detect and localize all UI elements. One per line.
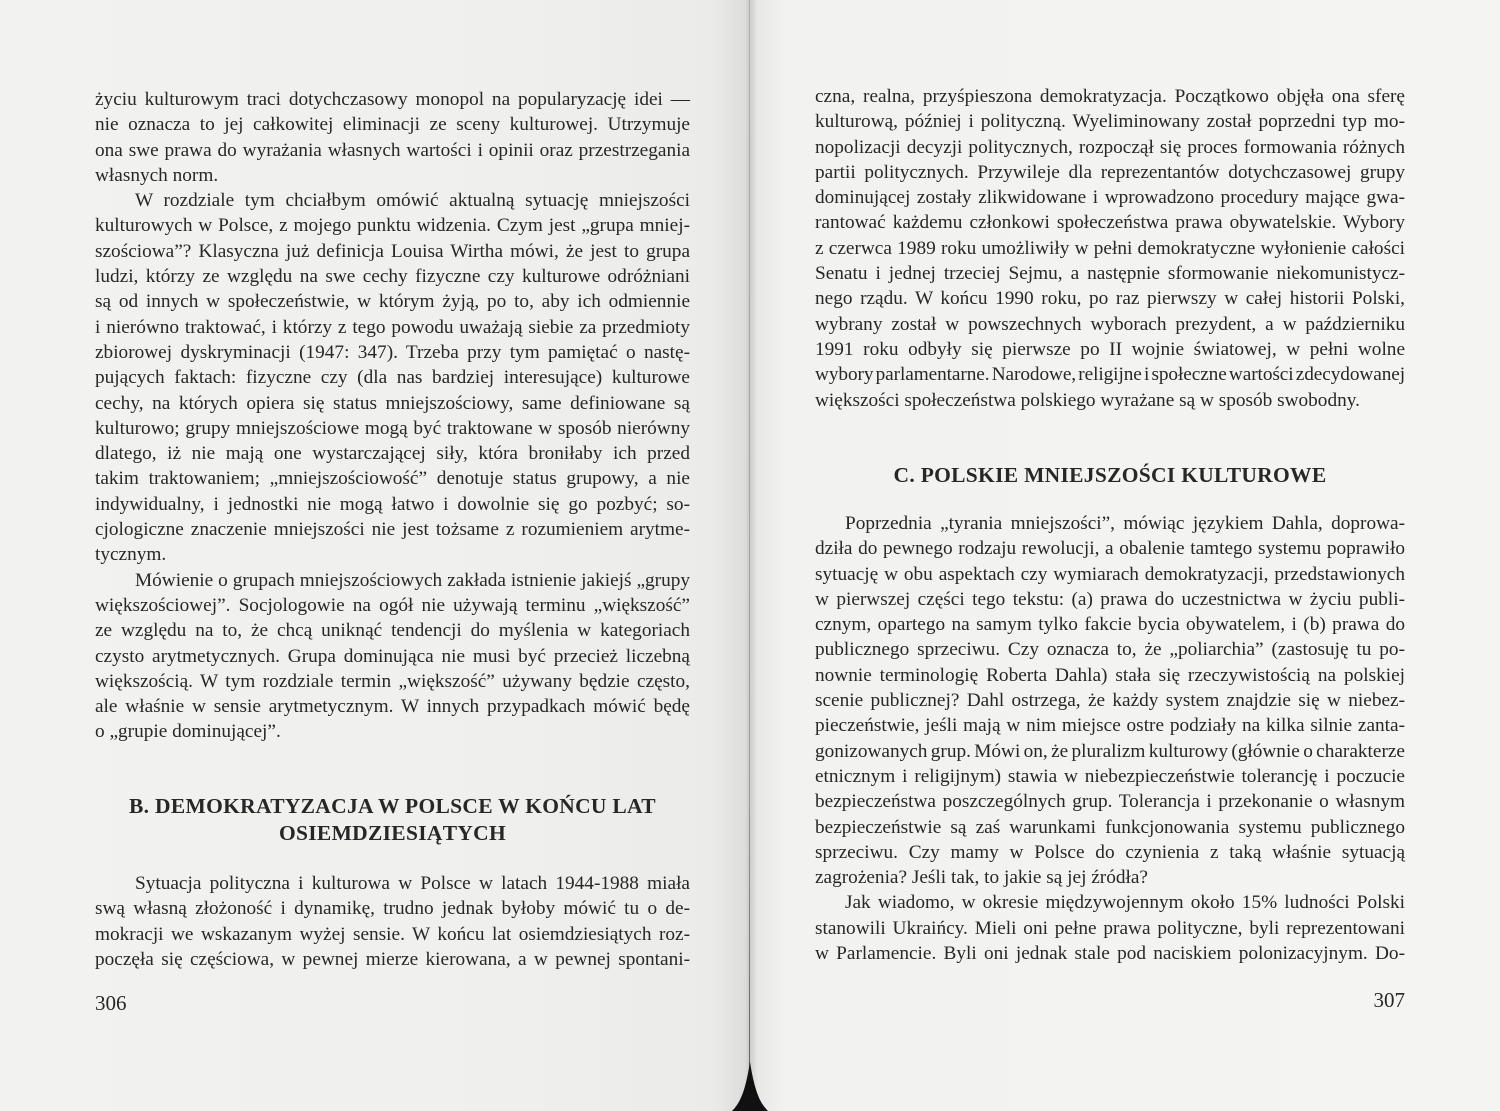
spine-shadow — [728, 1056, 772, 1111]
text-line — [815, 637, 1405, 662]
text-line-content: większością. W tym rozdziale termin „większość” używany będzie często, — [95, 670, 690, 692]
text-line — [135, 568, 690, 593]
text-line — [815, 109, 1405, 134]
text-line-content: są od innych w społeczeństwie, w którym żyją, po to, aby ich odmiennie — [95, 291, 690, 313]
text-line-content: scenie publicznej? Dahl ostrzega, że każdy system znajdzie się w niebez- — [815, 690, 1405, 712]
section-c-heading: C. POLSKIE MNIEJSZOŚCI KULTUROWE — [893, 463, 1327, 487]
text-line — [95, 239, 690, 264]
text-line — [95, 542, 690, 567]
text-line — [95, 922, 690, 947]
text-line — [135, 188, 690, 213]
text-line-content: dziła do pewnego rodzaju rewolucji, a obalenie tamtego systemu poprawiło — [815, 538, 1405, 560]
page-number: 307 — [1373, 988, 1405, 1012]
text-line — [815, 587, 1405, 612]
paragraph — [815, 84, 1405, 413]
text-line — [95, 289, 690, 314]
paragraph — [95, 188, 690, 567]
text-line — [95, 719, 690, 744]
text-line-content: czna, realna, przyśpieszona demokratyzacja. Początkowo objęła ona sferę — [815, 86, 1405, 107]
paragraph — [815, 890, 1405, 966]
text-line-content: bezpieczeństwa poszczególnych grup. Tolerancja i przekonanie o własnym — [815, 791, 1405, 813]
right-page-text-top — [815, 84, 1405, 413]
text-line — [95, 163, 690, 188]
text-line-content: ona swe prawa do wyrażania własnych wartości i opinii oraz przestrzegania — [95, 139, 690, 161]
text-line-content: wybory parlamentarne. Narodowe, religijne i społeczne wartości zdecydowanej — [815, 364, 1405, 386]
paragraph — [815, 511, 1405, 890]
text-line-content: czysto arytmetycznych. Grupa dominująca nie musi być przecież liczebną — [95, 645, 690, 667]
text-line — [815, 135, 1405, 160]
text-line-content: Mówienie o grupach mniejszościowych zakłada istnienie jakiejś „grupy — [135, 569, 690, 591]
text-line-content: pujących faktach: fizyczne czy (dla nas bardziej interesujące) kulturowe — [95, 367, 690, 389]
text-line-content: zbiorowej dyskryminacji (1947: 347). Trzeba przy tym pamiętać o nastę- — [95, 341, 690, 363]
text-line — [95, 340, 690, 365]
text-line — [815, 337, 1405, 362]
section-b-heading-line: B. DEMOKRATYZACJA W POLSCE W KOŃCU LAT — [129, 794, 656, 818]
text-line — [815, 562, 1405, 587]
text-line-content: gonizowanych grup. Mówi on, że pluralizm kulturowy (głównie o charakterze — [815, 740, 1405, 762]
text-line-content: kulturowo; grupy mniejszościowe mogą być traktowane w sposób nierówny — [95, 417, 690, 439]
text-line — [815, 612, 1405, 637]
left-page-text-top — [95, 87, 690, 745]
text-line-content: mokracji we wskazanym wyżej sensie. W końcu lat osiemdziesiątych roz- — [95, 923, 690, 945]
text-line — [815, 236, 1405, 261]
text-line — [815, 815, 1405, 840]
text-line — [815, 688, 1405, 713]
text-line — [95, 138, 690, 163]
text-line-content: ze względu na to, że chcą uniknąć tendencji do myślenia w kategoriach — [95, 620, 690, 642]
page-number: 306 — [95, 991, 127, 1015]
section-b-heading — [95, 793, 690, 847]
text-line — [95, 669, 690, 694]
paragraph — [95, 871, 690, 972]
text-line — [815, 388, 1405, 413]
spine-shadow-shape — [732, 1062, 768, 1111]
text-line-content: większości społeczeństwa polskiego wyrażane są w sposób swobodny. — [815, 389, 1360, 411]
text-line-content: W rozdziale tym chciałbym omówić aktualną sytuację mniejszości — [135, 190, 690, 212]
text-line — [815, 663, 1405, 688]
right-page-text-bottom — [815, 511, 1405, 966]
text-line-content: kulturową, później i polityczną. Wyeliminowany został poprzedni typ mo- — [815, 111, 1405, 133]
text-line — [135, 871, 690, 896]
text-line-content: ludzi, którzy ze względu na swe cechy fizyczne czy kulturowe odróżniani — [95, 266, 690, 288]
text-line-content: w pierwszej części tego tekstu: (a) prawa do uczestnictwa w życiu publi- — [815, 588, 1405, 610]
text-line-content: i nierówno traktować, i którzy z tego powodu uważają siebie za przedmioty — [95, 316, 690, 338]
text-line-content: wybrany został w powszechnych wyborach prezydent, a w październiku — [815, 313, 1405, 335]
text-line — [95, 694, 690, 719]
text-line — [815, 865, 1405, 890]
text-line — [95, 315, 690, 340]
text-line-content: nego rządu. W końcu 1990 roku, po raz pierwszy w całej historii Polski, — [815, 288, 1405, 310]
text-line — [95, 517, 690, 542]
text-line — [845, 511, 1405, 536]
text-line — [95, 87, 690, 112]
text-line — [815, 941, 1405, 966]
paragraph — [95, 87, 690, 188]
text-line-content: swą własną złożoność i dynamikę, trudno jednak byłoby mówić tu o de- — [95, 898, 690, 920]
text-line-content: kulturowych w Polsce, z mojego punktu widzenia. Czym jest „grupa mniej- — [95, 215, 690, 237]
text-line-content: pieczeństwie, jeśli mają w nim miejsce ostre podziały na kilka silnie zanta- — [815, 715, 1405, 737]
text-line-content: 1991 roku odbyły się pierwsze po II wojnie światowej, w pełni wolne — [815, 338, 1405, 360]
text-line-content: bezpieczeństwie są zaś warunkami funkcjonowania systemu publicznego — [815, 816, 1405, 838]
text-line-content: nownie terminologię Roberta Dahla) stała się rzeczywistością na polskiej — [815, 664, 1405, 686]
text-line — [95, 365, 690, 390]
section-b-heading-line: OSIEMDZIESIĄTYCH — [278, 821, 507, 845]
text-line — [95, 466, 690, 491]
text-line — [95, 213, 690, 238]
text-line-content: cechy, na których opiera się status mniejszościowy, same definiowane są — [95, 392, 690, 414]
text-line-content: dlatego, iż nie mają one wystarczającej siły, która broniłaby ich przed — [95, 443, 690, 465]
text-line — [815, 261, 1405, 286]
text-line — [95, 618, 690, 643]
text-line — [815, 286, 1405, 311]
text-line-content: dominującej zostały zlikwidowane i wprowadzono procedury mające gwa- — [815, 187, 1405, 209]
text-line — [95, 264, 690, 289]
text-line — [815, 210, 1405, 235]
text-line-content: Jak wiadomo, w okresie międzywojennym około 15% ludności Polski — [845, 892, 1405, 914]
text-line-content: etnicznym i religijnym) stawia w niebezpieczeństwie tolerancję i poczucie — [815, 765, 1405, 787]
text-line — [95, 492, 690, 517]
text-line-content: poczęła się częściowa, w pewnej mierze kierowana, a w pewnej spontani- — [95, 948, 690, 970]
text-line-content: ale właśnie w sensie arytmetycznym. W innych przypadkach mówić będę — [95, 696, 690, 718]
text-line-content: w Parlamencie. Byli oni jednak stale pod naciskiem polonizacyjnym. Do- — [815, 943, 1405, 965]
text-line — [815, 739, 1405, 764]
text-line-content: indywidualny, i jednostki nie mogą łatwo i dowolnie się go pozbyć; so- — [95, 493, 690, 515]
text-line — [815, 362, 1405, 387]
text-line — [815, 312, 1405, 337]
text-line — [815, 713, 1405, 738]
text-line-content: sytuację w obu aspektach czy wymiarach demokratyzacji, przedstawionych — [815, 563, 1405, 585]
left-page-text-bottom — [95, 871, 690, 972]
text-line-content: tycznym. — [95, 544, 167, 566]
text-line — [815, 789, 1405, 814]
text-line-content: szościowa”? Klasyczna już definicja Louisa Wirtha mówi, że jest to grupa — [95, 240, 690, 262]
text-line-content: cjologiczne znaczenie mniejszości nie jest tożsame z rozumieniem arytme- — [95, 519, 690, 541]
text-line — [95, 391, 690, 416]
right-page — [750, 0, 1500, 1111]
text-line-content: sprzeciwu. Czy mamy w Polsce do czynienia z taką właśnie sytuacją — [815, 841, 1405, 863]
text-line-content: Poprzednia „tyrania mniejszości”, mówiąc językiem Dahla, doprowa- — [845, 513, 1405, 534]
gutter-line — [749, 0, 750, 1111]
text-line-content: cznym, opartego na samym tylko fakcie bycia obywatelem, i (b) prawa do — [815, 614, 1405, 636]
text-line — [815, 916, 1405, 941]
text-line — [815, 185, 1405, 210]
text-line-content: życiu kulturowym traci dotychczasowy monopol na popularyzację idei — — [95, 89, 690, 110]
text-line-content: stanowili Ukraińcy. Mieli oni pełne prawa polityczne, byli reprezentowani — [815, 917, 1405, 939]
text-line-content: większościowej”. Socjologowie na ogół nie używają terminu „większość” — [95, 594, 690, 616]
text-line-content: o „grupie dominującej”. — [95, 721, 281, 743]
text-line — [95, 947, 690, 972]
text-line — [815, 84, 1405, 109]
text-line — [95, 644, 690, 669]
text-line — [815, 840, 1405, 865]
text-line — [815, 536, 1405, 561]
text-line — [95, 441, 690, 466]
text-line-content: publicznego sprzeciwu. Czy oznacza to, że „poliarchia” (zastosuję tu po- — [815, 639, 1405, 661]
text-line — [815, 160, 1405, 185]
paragraph — [95, 568, 690, 745]
text-line-content: rantować każdemu członkowi społeczeństwa prawa obywatelskie. Wybory — [815, 212, 1405, 234]
text-line-content: nopolizacji decyzji politycznych, rozpoczął się proces formowania różnych — [815, 136, 1405, 158]
text-line-content: z czerwca 1989 roku umożliwiły w pełni demokratyczne wyłonienie całości — [815, 237, 1405, 259]
text-line — [95, 112, 690, 137]
text-line-content: nie oznacza to jej całkowitej eliminacji ze sceny kulturowej. Utrzymuje — [95, 114, 690, 136]
text-line-content: partii politycznych. Przywileje dla reprezentantów dotychczasowej grupy — [815, 161, 1405, 183]
text-line-content: takim traktowaniem; „mniejszościowość” denotuje status grupowy, a nie — [95, 468, 690, 490]
text-line — [95, 896, 690, 921]
text-line — [95, 416, 690, 441]
text-line-content: własnych norm. — [95, 164, 219, 186]
text-line-content: Senatu i jednej trzeciej Sejmu, a następnie sformowanie niekomunistycz- — [815, 263, 1405, 285]
text-line-content: zagrożenia? Jeśli tak, to jakie są jej źródła? — [815, 867, 1148, 889]
text-line-content: Sytuacja polityczna i kulturowa w Polsce w latach 1944-1988 miała — [135, 873, 690, 894]
text-line — [845, 890, 1405, 915]
text-line — [95, 593, 690, 618]
text-line — [815, 764, 1405, 789]
